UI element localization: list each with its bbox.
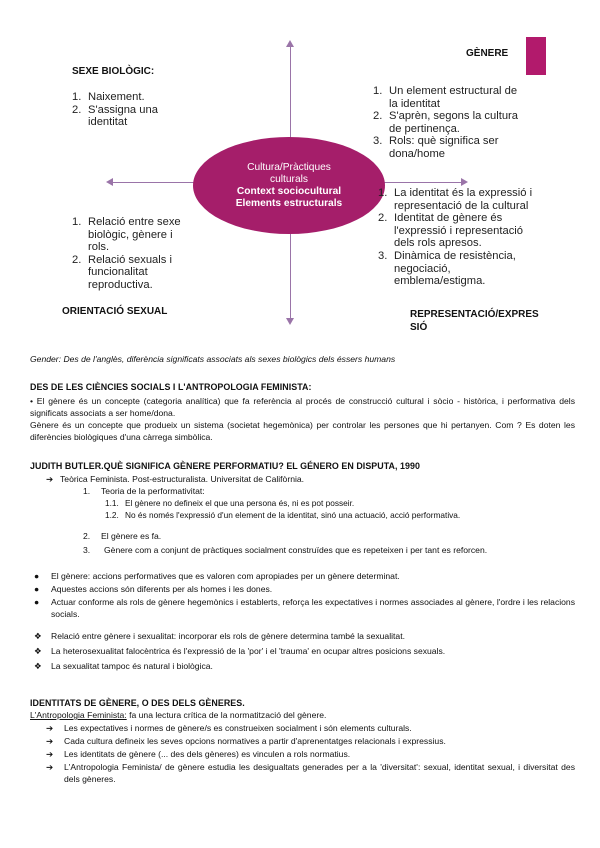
list-item: ● El gènere: accions performatives que es valoren com apropiades per un gènere determinat.: [34, 571, 400, 581]
list-item: 1. Un element estructural de la identitat: [373, 85, 518, 110]
arrow-down-icon: [286, 318, 294, 325]
list-item: ➔ Teòrica Feminista. Post-estructuralista. Universitat de Califòrnia.: [46, 474, 305, 484]
arrow-right-icon: ➔: [46, 762, 54, 772]
list-item: ❖ La sexualitat tampoc és natural i biològica.: [34, 661, 213, 671]
center-line-2: culturals: [270, 173, 308, 185]
paragraph: Gènere és un concepte que produeix un sistema (societat hegemònica) per controlar les persones que hi pertanyen. Com ? Es doten les diferències biològiques d'una càrrega simbòlica.: [30, 420, 575, 442]
list-item: ● Actuar conforme als rols de gènere hegemònics i establerts, reforça les expectatives i normes associades al gènere, l'ordre i les relacions socials.: [34, 597, 575, 619]
arrow-right-icon: ➔: [46, 723, 54, 733]
list-item: 3. Dinàmica de resistència, negociació, emblema/estigma.: [378, 249, 516, 288]
section-title: JUDITH BUTLER.QUÈ SIGNIFICA GÈNERE PERFORMATIU? EL GÉNERO EN DISPUTA, 1990: [30, 461, 420, 471]
list-item: 2. Relació sexuals i funcionalitat reproductiva.: [72, 253, 172, 291]
list-item: ➔ Cada cultura defineix les seves opcions normatives a partir d'aprenentatges relacionals i expressius.: [46, 736, 446, 746]
representacio-title: REPRESENTACIÓ/EXPRES SIÓ: [410, 309, 539, 333]
list-item: ● Aquestes accions són diferents per als homes i les dones.: [34, 584, 273, 594]
orientacio-sexual-title: ORIENTACIÓ SEXUAL: [62, 306, 168, 317]
sexe-biologic-list: [72, 91, 172, 129]
arrow-left-icon: [106, 178, 113, 186]
arrow-right-icon: [461, 178, 468, 186]
caption: Gender: Des de l'anglès, diferència significats associats als sexes biològics dels éssers humans: [30, 354, 396, 364]
diamond-list: [30, 630, 575, 672]
arrow-right-icon: ➔: [46, 474, 54, 484]
orientacio-sexual-list: [72, 216, 182, 292]
paragraph: • El gènere és un concepte (categoria analítica) que fa referència al procés de construcció cultural i sòcio - històrica, i performativa dels significats associats a ser home/dona.: [30, 396, 575, 418]
bullet-list: [30, 570, 575, 620]
center-line-1: Cultura/Pràctiques: [247, 161, 331, 173]
list-item: 2. S'aprèn, segons la cultura de pertinença.: [373, 110, 519, 135]
list-item: 1.1. El gènere no defineix el que una persona és, ni es pot posseir.: [105, 498, 355, 508]
list-item: ❖ La heterosexualitat falocèntrica és l'expressió de la 'por' i el 'trauma' en ocupar altres posicions sexuals.: [34, 646, 446, 656]
diagram-center-ellipse: [193, 137, 385, 234]
section-title: IDENTITATS DE GÈNERE, O DES DELS GÈNERES.: [30, 698, 245, 708]
sexe-biologic-title: SEXE BIOLÒGIC:: [72, 66, 155, 77]
section-title: DES DE LES CIÈNCIES SOCIALS I L'ANTROPOLOGIA FEMINISTA:: [30, 382, 312, 392]
representacio-list: [378, 187, 538, 288]
lead-line: L'Antropologia Feminista: fa una lectura crítica de la normatització del gènere.: [30, 710, 327, 720]
list-item: 2. S'assigna una identitat: [72, 103, 158, 129]
list-item: 2. Identitat de gènere és l'expressió i representació dels rols apresos.: [378, 212, 523, 250]
list-item: 3. Rols: què significa ser dona/home: [373, 135, 499, 160]
list-item: ➔ L'Antropologia Feminista/ de gènere estudia les desigualtats generades per a la 'diversitat': sexual, identitat sexual, i diversitat des dels gèneres.: [46, 762, 575, 784]
center-line-4: Elements estructurals: [235, 197, 343, 209]
list-item: 1. Relació entre sexe biològic, gènere i rols.: [72, 216, 181, 254]
diamond-bullet-icon: ❖: [34, 646, 42, 656]
bullet-icon: ●: [34, 597, 40, 607]
center-line-3: Context sociocultural: [236, 185, 342, 197]
list-item: 2. El gènere es fa.: [83, 531, 162, 541]
list-item: 1. Naixement.: [72, 91, 145, 103]
genere-title: GÈNERE: [466, 48, 509, 59]
list-item: ➔ Les identitats de gènere (... des dels gèneres) es vinculen a rols normatius.: [46, 749, 351, 759]
list-item: 1.2. No és només l'expressió d'un element de la identitat, sinó una actuació, acció performativa.: [105, 510, 461, 520]
genere-color-block: [526, 37, 546, 75]
list-item: 1. La identitat és la expressió i representació de la cultural: [378, 187, 533, 212]
diamond-bullet-icon: ❖: [34, 631, 42, 641]
list-item: 3. Gènere com a conjunt de pràctiques socialment construïdes que es repeteixen i per tant es reforcen.: [83, 545, 488, 555]
section-identitats-genere: [30, 697, 575, 785]
bullet-icon: ●: [34, 584, 40, 594]
list-item: ❖ Relació entre gènere i sexualitat: incorporar els rols de gènere determina també la sexualitat.: [34, 631, 405, 641]
section-ciencies-socials: [30, 381, 575, 443]
arrow-up-icon: [286, 40, 294, 47]
genere-list: [373, 85, 528, 161]
section-judith-butler: [30, 460, 575, 672]
list-item: ➔ Les expectatives i normes de gènere/s es construeixen socialment i són elements culturals.: [46, 723, 412, 733]
arrow-right-icon: ➔: [46, 736, 54, 746]
list-item: 1. Teoria de la performativitat:: [83, 486, 205, 496]
arrow-right-icon: ➔: [46, 749, 54, 759]
diamond-bullet-icon: ❖: [34, 661, 42, 671]
bullet-icon: ●: [34, 571, 40, 581]
